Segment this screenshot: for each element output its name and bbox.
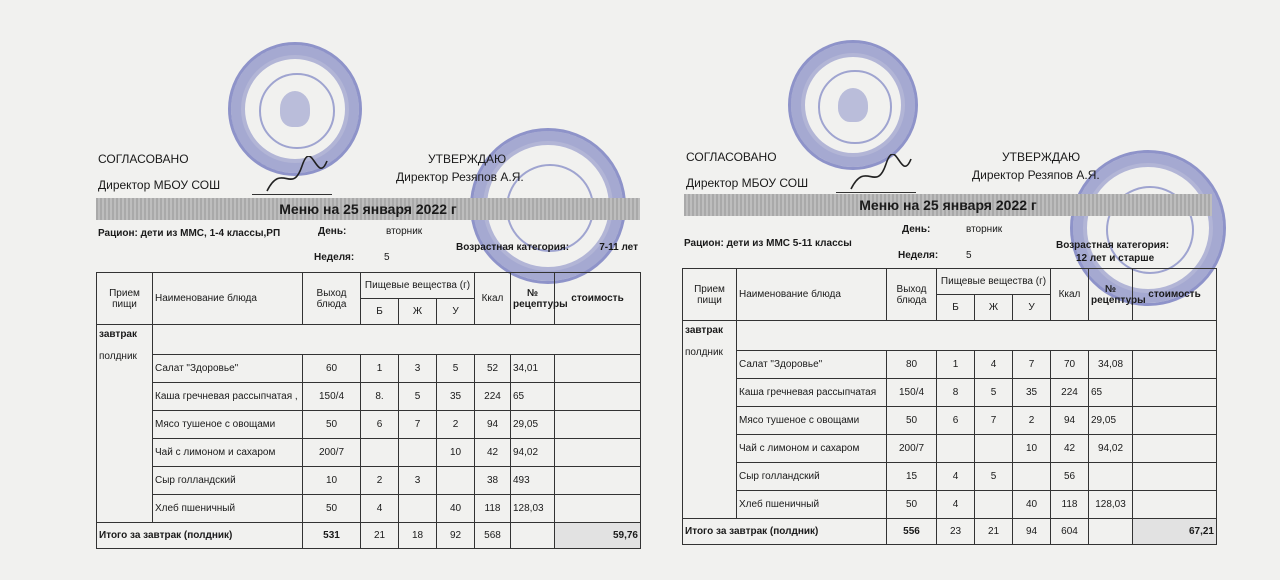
- week-value: 5: [966, 250, 972, 261]
- col-header-nutrients: Пищевые вещества (г): [937, 269, 1051, 295]
- u-cell: 10: [437, 439, 475, 467]
- kcal-cell: 38: [475, 467, 511, 495]
- table-row: [683, 463, 1217, 491]
- recipe-cell: 29,05: [511, 411, 555, 439]
- kcal-cell: 94: [475, 411, 511, 439]
- dish-name: Каша гречневая рассыпчатая: [737, 379, 887, 407]
- total-cost: 67,21: [1133, 519, 1217, 545]
- bird-emblem-icon: [280, 91, 311, 127]
- total-zh: 21: [975, 519, 1013, 545]
- dish-name: Салат "Здоровье": [153, 355, 303, 383]
- zh-cell: 5: [975, 463, 1013, 491]
- u-cell: 2: [1013, 407, 1051, 435]
- b-cell: 2: [361, 467, 399, 495]
- col-header-nutrients: Пищевые вещества (г): [361, 273, 475, 299]
- section-snack-label: полдник: [685, 347, 723, 358]
- u-cell: [437, 467, 475, 495]
- zh-cell: [399, 495, 437, 523]
- ration-label: Рацион: дети из ММС, 1-4 классы,РП: [98, 228, 281, 239]
- b-cell: 1: [937, 351, 975, 379]
- total-label: Итого за завтрак (полдник): [97, 523, 303, 549]
- table-row: [97, 495, 641, 523]
- cost-cell: [555, 439, 641, 467]
- age-category-value: 12 лет и старше: [1076, 253, 1155, 264]
- total-row: [97, 523, 641, 549]
- kcal-cell: 118: [1051, 491, 1089, 519]
- col-header-output: Выход блюда: [303, 273, 361, 325]
- output-cell: 50: [887, 407, 937, 435]
- zh-cell: 3: [399, 467, 437, 495]
- total-b: 23: [937, 519, 975, 545]
- director-school-label: Директор МБОУ СОШ: [98, 178, 221, 192]
- recipe-cell: 94,02: [511, 439, 555, 467]
- total-u: 92: [437, 523, 475, 549]
- u-cell: 40: [437, 495, 475, 523]
- recipe-cell: 65: [511, 383, 555, 411]
- kcal-cell: 56: [1051, 463, 1089, 491]
- recipe-cell: 94,02: [1089, 435, 1133, 463]
- director-name-label: Директор Резяпов А.Я.: [972, 168, 1100, 182]
- output-cell: 10: [303, 467, 361, 495]
- kcal-cell: 52: [475, 355, 511, 383]
- b-cell: 1: [361, 355, 399, 383]
- output-cell: 200/7: [303, 439, 361, 467]
- total-zh: 18: [399, 523, 437, 549]
- cost-cell: [1133, 491, 1217, 519]
- dish-name: Чай с лимоном и сахаром: [737, 435, 887, 463]
- day-value: вторник: [966, 224, 1003, 235]
- table-row: [97, 383, 641, 411]
- age-category-value: 7-11 лет: [599, 242, 638, 253]
- zh-cell: [399, 439, 437, 467]
- recipe-cell: 34,01: [511, 355, 555, 383]
- dish-name: Каша гречневая рассыпчатая ,: [153, 383, 303, 411]
- kcal-cell: 224: [475, 383, 511, 411]
- table-row: [97, 439, 641, 467]
- b-cell: 8.: [361, 383, 399, 411]
- dish-name: Хлеб пшеничный: [153, 495, 303, 523]
- col-header-zh: Ж: [975, 295, 1013, 321]
- col-header-zh: Ж: [399, 299, 437, 325]
- age-category-label: Возрастная категория:: [1056, 240, 1170, 251]
- total-output: 556: [887, 519, 937, 545]
- day-value: вторник: [386, 226, 423, 237]
- approved-label: УТВЕРЖДАЮ: [428, 152, 507, 166]
- u-cell: [1013, 463, 1051, 491]
- output-cell: 50: [303, 411, 361, 439]
- signature-line: [252, 168, 332, 195]
- dish-name: Мясо тушеное с овощами: [737, 407, 887, 435]
- kcal-cell: 42: [1051, 435, 1089, 463]
- col-header-b: Б: [937, 295, 975, 321]
- cost-cell: [555, 467, 641, 495]
- b-cell: [361, 439, 399, 467]
- dish-name: Мясо тушеное с овощами: [153, 411, 303, 439]
- col-header-cost: стоимость: [1133, 269, 1217, 321]
- b-cell: 8: [937, 379, 975, 407]
- signature-icon: [846, 154, 916, 194]
- u-cell: 5: [437, 355, 475, 383]
- kcal-cell: 70: [1051, 351, 1089, 379]
- zh-cell: 7: [399, 411, 437, 439]
- agreed-label: СОГЛАСОВАНО: [98, 152, 189, 166]
- recipe-cell: 65: [1089, 379, 1133, 407]
- col-header-dish: Наименование блюда: [737, 269, 887, 321]
- u-cell: 10: [1013, 435, 1051, 463]
- col-header-recipe: № рецептуры: [511, 273, 555, 325]
- output-cell: 200/7: [887, 435, 937, 463]
- table-row: [683, 379, 1217, 407]
- zh-cell: 3: [399, 355, 437, 383]
- kcal-cell: 94: [1051, 407, 1089, 435]
- col-header-u: У: [437, 299, 475, 325]
- signature-icon: [262, 156, 332, 196]
- kcal-cell: 42: [475, 439, 511, 467]
- cost-cell: [555, 411, 641, 439]
- director-name-label: Директор Резяпов А.Я.: [396, 170, 524, 184]
- approved-label: УТВЕРЖДАЮ: [1002, 150, 1081, 164]
- table-row: [683, 491, 1217, 519]
- dish-name: Сыр голландский: [153, 467, 303, 495]
- col-header-kcal: Ккал: [1051, 269, 1089, 321]
- cost-cell: [555, 355, 641, 383]
- total-recipe: [1089, 519, 1133, 545]
- recipe-cell: 128,03: [511, 495, 555, 523]
- col-header-meal: Прием пищи: [97, 273, 153, 325]
- cost-cell: [555, 383, 641, 411]
- meal-cell: [683, 321, 737, 519]
- zh-cell: 7: [975, 407, 1013, 435]
- agreed-label: СОГЛАСОВАНО: [686, 150, 777, 164]
- b-cell: 6: [937, 407, 975, 435]
- director-school-label: Директор МБОУ СОШ: [686, 176, 809, 190]
- total-recipe: [511, 523, 555, 549]
- zh-cell: 5: [975, 379, 1013, 407]
- table-row: [97, 355, 641, 383]
- week-label: Неделя:: [898, 250, 939, 261]
- col-header-u: У: [1013, 295, 1051, 321]
- output-cell: 60: [303, 355, 361, 383]
- col-header-recipe: № рецептуры: [1089, 269, 1133, 321]
- meal-cell: [97, 325, 153, 523]
- section-row: [683, 321, 1217, 351]
- zh-cell: [975, 491, 1013, 519]
- cost-cell: [1133, 351, 1217, 379]
- output-cell: 50: [887, 491, 937, 519]
- dish-name: Чай с лимоном и сахаром: [153, 439, 303, 467]
- dish-name: Сыр голландский: [737, 463, 887, 491]
- section-breakfast-label: завтрак: [99, 329, 137, 340]
- menu-table: [96, 272, 641, 549]
- section-breakfast-label: завтрак: [685, 325, 723, 336]
- b-cell: 4: [937, 463, 975, 491]
- b-cell: 4: [361, 495, 399, 523]
- recipe-cell: 128,03: [1089, 491, 1133, 519]
- total-u: 94: [1013, 519, 1051, 545]
- cost-cell: [1133, 463, 1217, 491]
- bird-emblem-icon: [838, 88, 868, 123]
- table-row: [97, 411, 641, 439]
- cost-cell: [1133, 379, 1217, 407]
- total-label: Итого за завтрак (полдник): [683, 519, 887, 545]
- b-cell: [937, 435, 975, 463]
- total-row: [683, 519, 1217, 545]
- output-cell: 50: [303, 495, 361, 523]
- u-cell: 35: [437, 383, 475, 411]
- week-label: Неделя:: [314, 252, 355, 263]
- table-row: [683, 351, 1217, 379]
- total-output: 531: [303, 523, 361, 549]
- recipe-cell: [1089, 463, 1133, 491]
- u-cell: 7: [1013, 351, 1051, 379]
- recipe-cell: 34,08: [1089, 351, 1133, 379]
- dish-name: Салат "Здоровье": [737, 351, 887, 379]
- total-kcal: 604: [1051, 519, 1089, 545]
- round-seal-stamp: [788, 40, 918, 170]
- table-row: [683, 407, 1217, 435]
- kcal-cell: 118: [475, 495, 511, 523]
- u-cell: 40: [1013, 491, 1051, 519]
- section-snack-label: полдник: [99, 351, 137, 362]
- u-cell: 2: [437, 411, 475, 439]
- zh-cell: 5: [399, 383, 437, 411]
- zh-cell: [975, 435, 1013, 463]
- b-cell: 6: [361, 411, 399, 439]
- col-header-output: Выход блюда: [887, 269, 937, 321]
- zh-cell: 4: [975, 351, 1013, 379]
- u-cell: 35: [1013, 379, 1051, 407]
- kcal-cell: 224: [1051, 379, 1089, 407]
- cost-cell: [1133, 435, 1217, 463]
- col-header-cost: стоимость: [555, 273, 641, 325]
- day-label: День:: [318, 226, 347, 237]
- output-cell: 15: [887, 463, 937, 491]
- col-header-kcal: Ккал: [475, 273, 511, 325]
- menu-sheet-right: [640, 0, 1280, 580]
- output-cell: 150/4: [303, 383, 361, 411]
- week-value: 5: [384, 252, 390, 263]
- day-label: День:: [902, 224, 931, 235]
- menu-title-banner: Меню на 25 января 2022 г: [684, 194, 1212, 216]
- output-cell: 150/4: [887, 379, 937, 407]
- output-cell: 80: [887, 351, 937, 379]
- menu-table: [682, 268, 1217, 545]
- col-header-dish: Наименование блюда: [153, 273, 303, 325]
- col-header-meal: Прием пищи: [683, 269, 737, 321]
- total-b: 21: [361, 523, 399, 549]
- total-kcal: 568: [475, 523, 511, 549]
- section-row: [97, 325, 641, 355]
- col-header-b: Б: [361, 299, 399, 325]
- b-cell: 4: [937, 491, 975, 519]
- menu-title-banner: Меню на 25 января 2022 г: [96, 198, 640, 220]
- cost-cell: [555, 495, 641, 523]
- ration-label: Рацион: дети из ММС 5-11 классы: [684, 238, 852, 249]
- dish-name: Хлеб пшеничный: [737, 491, 887, 519]
- recipe-cell: 493: [511, 467, 555, 495]
- cost-cell: [1133, 407, 1217, 435]
- age-category-label: Возрастная категория:: [456, 242, 570, 253]
- table-row: [97, 467, 641, 495]
- signature-line: [836, 166, 916, 193]
- total-cost: 59,76: [555, 523, 641, 549]
- recipe-cell: 29,05: [1089, 407, 1133, 435]
- table-row: [683, 435, 1217, 463]
